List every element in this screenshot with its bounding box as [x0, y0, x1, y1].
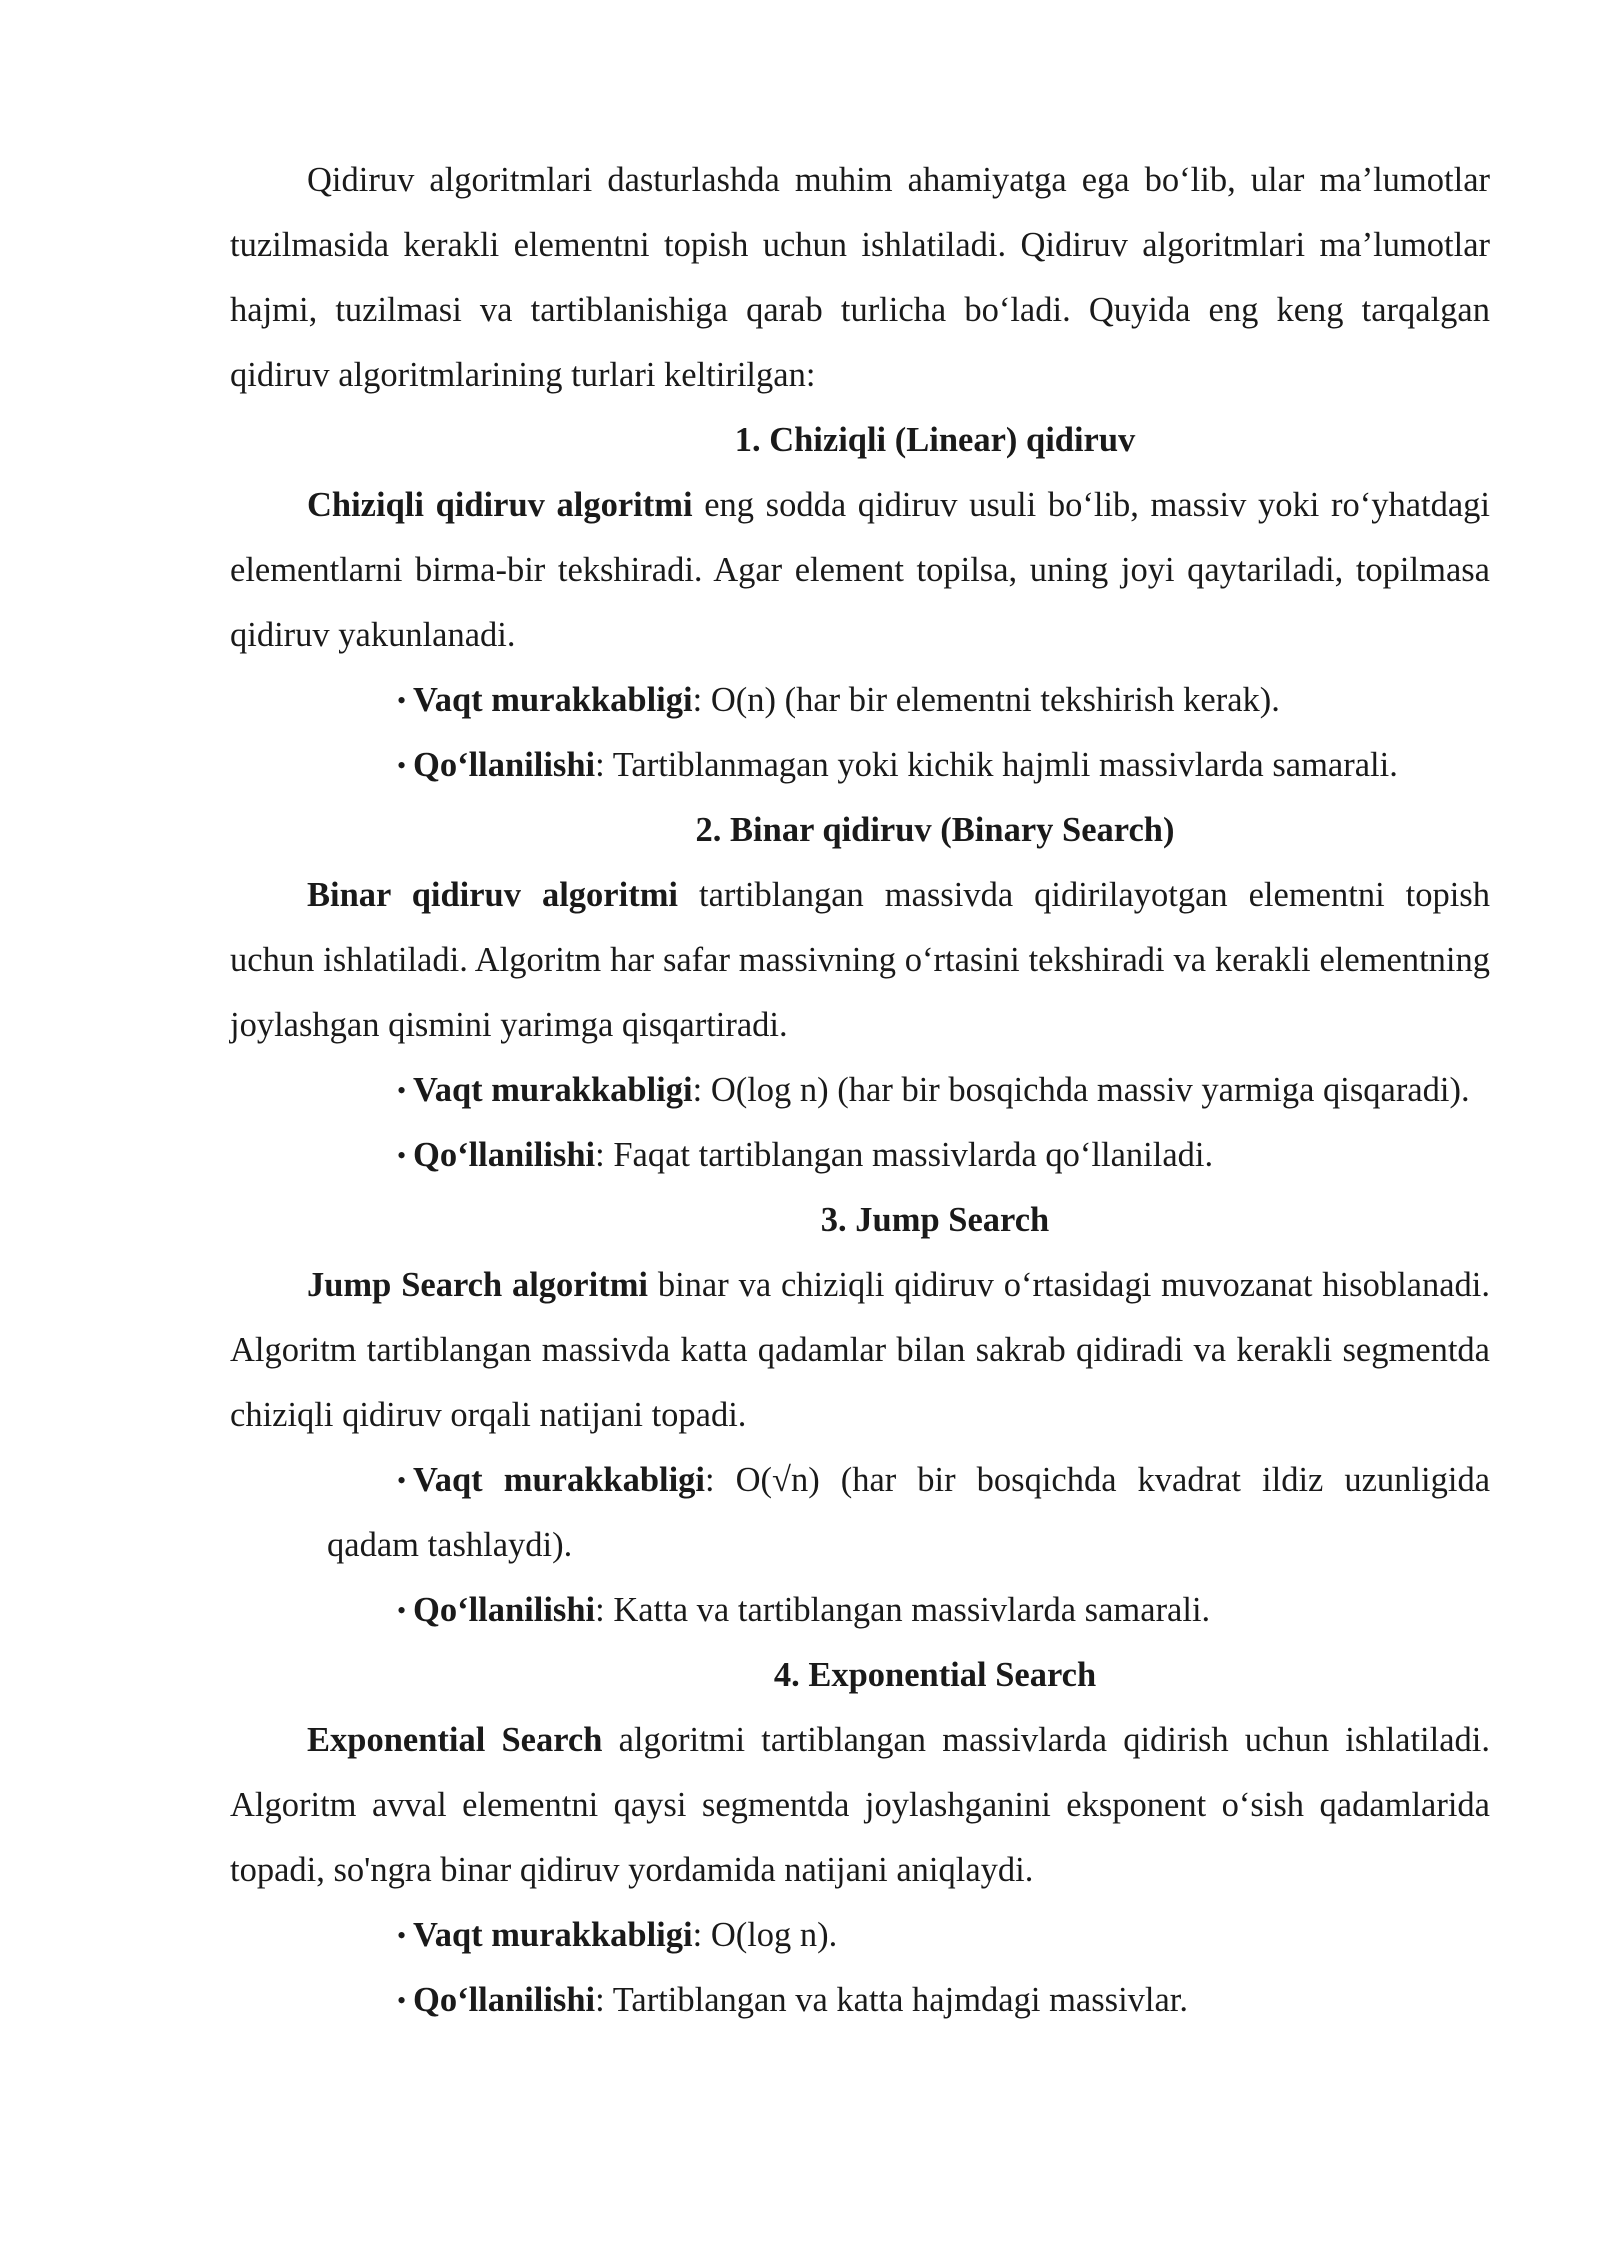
paragraph-text: binar va chiziqli qidiruv o‘rtasidagi muvozanat hisoblanadi. Algoritm tartiblangan massivda katta qadamlar bilan sakrab qidiradi va kerakli segmentda chiziqli qidiruv orqali natijani topadi.	[230, 1266, 1490, 1434]
bullet-label: Qo‘llanilishi	[413, 1981, 596, 2019]
bullet-text: : Tartiblangan va katta hajmdagi massivlar.	[595, 1981, 1189, 2019]
bullet-icon: •	[397, 1596, 407, 1625]
section-paragraph-binary	[230, 863, 1490, 1058]
bullet-item	[230, 1903, 1490, 1968]
bullet-item	[230, 733, 1490, 798]
document-page	[230, 148, 1490, 2033]
intro-paragraph: Qidiruv algoritmlari dasturlashda muhim ahamiyatga ega bo‘lib, ular ma’lumotlar tuzilmasida kerakli elementni topish uchun ishlatiladi. Qidiruv algoritmlari ma’lumotlar hajmi, tuzilmasi va tartiblanishiga qarab turlicha bo‘ladi. Quyida eng keng tarqalgan qidiruv algoritmlarining turlari keltirilgan:	[230, 161, 1490, 394]
section-paragraph-linear	[230, 473, 1490, 668]
bullet-item	[230, 1968, 1490, 2033]
bullet-icon: •	[397, 686, 407, 715]
bullet-label: Vaqt murakkabligi	[413, 1071, 693, 1109]
section-heading-binary: 2. Binar qidiruv (Binary Search)	[695, 811, 1175, 849]
bullet-icon: •	[397, 1921, 407, 1950]
bullet-icon: •	[397, 751, 407, 780]
bullet-label: Qo‘llanilishi	[413, 1591, 596, 1629]
bullet-icon: •	[397, 1466, 407, 1495]
bullet-text: : O(log n).	[692, 1916, 838, 1954]
bullet-label: Vaqt murakkabligi	[413, 1461, 706, 1499]
section-heading-linear: 1. Chiziqli (Linear) qidiruv	[734, 421, 1136, 459]
paragraph-text: eng sodda qidiruv usuli bo‘lib, massiv yoki ro‘yhatdagi elementlarni birma-bir tekshiradi. Agar element topilsa, uning joyi qaytariladi, topilmasa qidiruv yakunlanadi.	[230, 486, 1490, 654]
bullet-icon: •	[397, 1076, 407, 1105]
term-bold: Jump Search algoritmi	[307, 1266, 649, 1304]
bullet-item	[230, 668, 1490, 733]
paragraph-text: tartiblangan massivda qidirilayotgan elementni topish uchun ishlatiladi. Algoritm har safar massivning o‘rtasini tekshiradi va kerakli elementning joylashgan qismini yarimga qisqartiradi.	[230, 876, 1490, 1044]
bullet-icon: •	[397, 1141, 407, 1170]
paragraph-text: algoritmi tartiblangan massivlarda qidirish uchun ishlatiladi. Algoritm avval elementni qaysi segmentda joylashganini eksponent o‘sish qadamlarida topadi, so'ngra binar qidiruv yordamida natijani aniqlaydi.	[230, 1721, 1490, 1889]
term-bold: Exponential Search	[307, 1721, 603, 1759]
bullet-label: Qo‘llanilishi	[413, 746, 596, 784]
term-bold: Chiziqli qidiruv algoritmi	[307, 486, 693, 524]
bullet-item	[230, 1578, 1490, 1643]
section-paragraph-jump	[230, 1253, 1490, 1448]
bullet-label: Vaqt murakkabligi	[413, 1916, 693, 1954]
bullet-text: : O(√n) (har bir bosqichda kvadrat ildiz uzunligida qadam tashlaydi).	[327, 1461, 1491, 1564]
bullet-text: : Faqat tartiblangan massivlarda qo‘llaniladi.	[595, 1136, 1214, 1174]
section-heading-jump: 3. Jump Search	[820, 1201, 1050, 1239]
section-heading-exponential: 4. Exponential Search	[773, 1656, 1097, 1694]
bullet-item	[230, 1123, 1490, 1188]
bullet-label: Qo‘llanilishi	[413, 1136, 596, 1174]
bullet-text: : O(n) (har bir elementni tekshirish kerak).	[692, 681, 1280, 719]
bullet-text: : Katta va tartiblangan massivlarda samarali.	[595, 1591, 1211, 1629]
bullet-item	[230, 1058, 1490, 1123]
bullet-text: : Tartiblanmagan yoki kichik hajmli massivlarda samarali.	[595, 746, 1398, 784]
bullet-item	[230, 1448, 1490, 1578]
bullet-label: Vaqt murakkabligi	[413, 681, 693, 719]
section-paragraph-exponential	[230, 1708, 1490, 1903]
bullet-icon: •	[397, 1986, 407, 2015]
bullet-text: : O(log n) (har bir bosqichda massiv yarmiga qisqaradi).	[692, 1071, 1470, 1109]
term-bold: Binar qidiruv algoritmi	[307, 876, 679, 914]
